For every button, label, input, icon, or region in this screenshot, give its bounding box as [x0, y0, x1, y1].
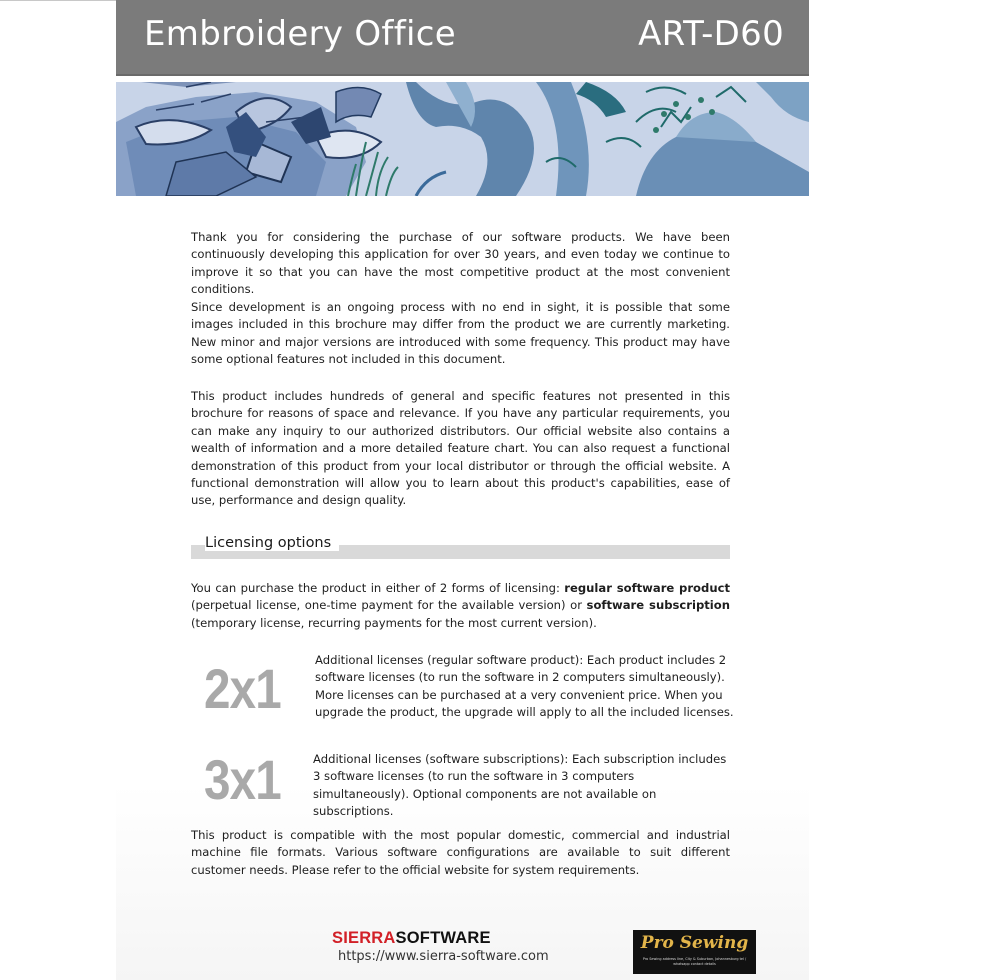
licensing-text-c: (temporary license, recurring payments for the most current version).	[191, 615, 597, 630]
badge-2x1: 2x1	[204, 657, 281, 720]
embroidery-artwork	[116, 82, 809, 196]
top-edge-line	[0, 0, 116, 1]
logo-software-text: SOFTWARE	[395, 929, 491, 947]
page-title: Embroidery Office	[144, 14, 456, 54]
section-title-licensing: Licensing options	[205, 535, 339, 551]
distributor-logo	[633, 930, 756, 974]
licensing-text-a: You can purchase the product in either of 2 forms of licensing:	[191, 581, 565, 595]
model-code: ART-D60	[638, 14, 784, 54]
licensing-option-regular: regular software product	[564, 581, 730, 595]
offer-2x1-text: Additional licenses (regular software product): Each product includes 2 software licenses (to run the software in 2 computers simultaneously). More licenses can be purchased at a very convenient price. When you upgrade the product, the upgrade will apply to all the included licenses.	[315, 653, 734, 720]
distributor-address: Pro Sewing address line, City & Suburban, Johannesburg tel / whatsapp contact details	[642, 957, 747, 966]
offer-3x1-text: Additional licenses (software subscriptions): Each subscription includes 3 software licenses (to run the software in 3 computers simultaneously). Optional components are not available on subscriptions.	[313, 752, 727, 819]
licensing-text-b: (perpetual license, one-time payment for the available version) or	[191, 598, 587, 613]
sierra-software-logo	[332, 929, 491, 948]
intro-paragraph-2: Since development is an ongoing process with no end in sight, it is possible that some images included in this brochure may differ from the product we are currently marketing. New minor and major versions are introduced with some frequency. This product may have some optional features not included in this document.	[191, 300, 730, 367]
licensing-option-subscription: software subscription	[586, 598, 730, 613]
closing-paragraph: This product is compatible with the most popular domestic, commercial and industrial machine file formats. Various software configurations are available to suit different customer needs. Please refer to the official website for system requirements.	[191, 828, 730, 877]
embroidery-banner-image	[116, 82, 809, 196]
website-link[interactable]: https://www.sierra-software.com	[338, 949, 549, 964]
logo-sierra-text: SIERRA	[332, 929, 396, 947]
page-header	[116, 0, 809, 76]
distributor-name: Pro Sewing	[640, 933, 749, 953]
licensing-paragraph	[191, 580, 730, 632]
intro-paragraph-3: This product includes hundreds of general and specific features not presented in this brochure for reasons of space and relevance. If you have any particular requirements, you can make any inquiry to our authorized distributors. Our official website also contains a wealth of information and a more detailed feature chart. You can also request a functional demonstration of this product from your local distributor or through the official website. A functional demonstration will allow you to learn about this product's capabilities, ease of use, performance and design quality.	[191, 389, 730, 508]
intro-paragraph-1: Thank you for considering the purchase of our software products. We have been continuously developing this application for over 30 years, and even today we continue to improve it so that you can have the most competitive product at the most convenient conditions.	[191, 230, 730, 297]
badge-3x1: 3x1	[204, 748, 281, 811]
brochure-page	[116, 0, 809, 980]
